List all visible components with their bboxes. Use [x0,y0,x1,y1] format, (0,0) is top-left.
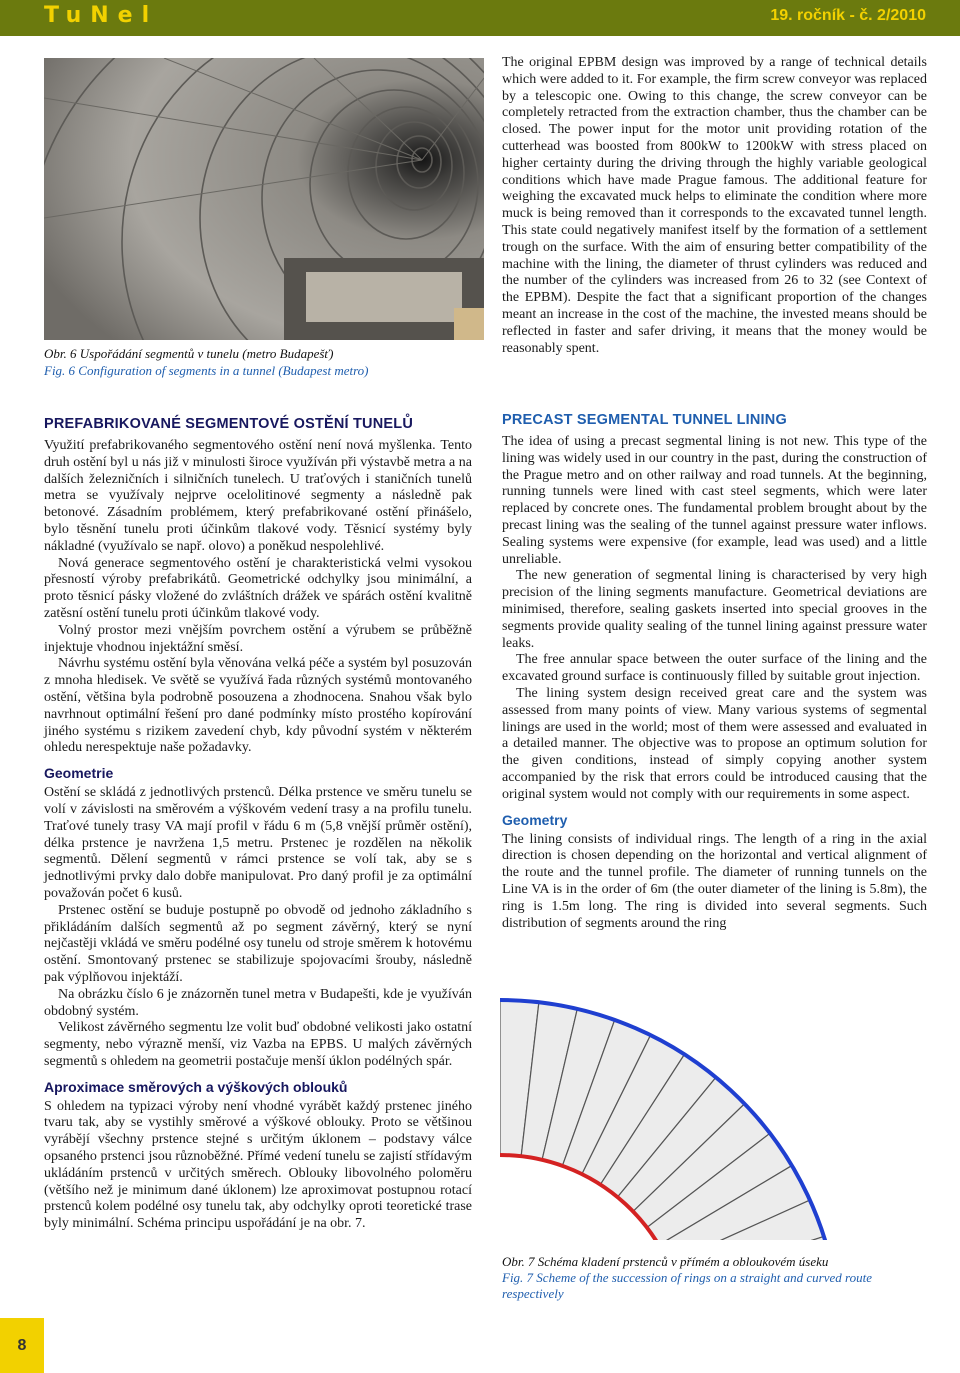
paragraph: Velikost závěrného segmentu lze volit buď obdobné velikosti jako ostatní segmenty, nebo výrazně menší, viz Vazba na EPBS. U malých závěrných segmentů s ohledem na geometrii postačuje menší úklon podélných spár. [44,1020,472,1069]
paragraph: S ohledem na typizaci výroby není vhodné vyrábět každý prstenec jiného tvaru tak, aby se vystihly směrové a výškové oblouky. Proto se většinou vyrábějí všechny prstence stejné s určitým úklonem – podstavy válce opsaného prstenci jsou různoběžné. Přímé vedení tunelu se zajistí střídavým ukládáním prstenců v určitých směrech. Oblouky libovolného poloměru (většího než je minimum dané úklonem) lze aproximovat postupnou rotací prstenců kolem podélné osy tunelu tak, aby odchylky oproti teoretické trase byly minimální. Schéma principu uspořádání je na obr. 7. [44,1098,472,1232]
header-bar [0,0,960,36]
paragraph: Prstenec ostění se buduje postupně po obvodě od jednoho základního s přikládáním dalších segmentů až po segment závěrný, který se nyní nejčastěji vkládá ve směru podélné osy tunelu od stroje směrem k hotovému ostění. Smontovaný prstenec se stabilizuje spojovacími šrouby, následně pak výplňovou injektáží. [44,902,472,985]
issue-label: 19. ročník - č. 2/2010 [770,7,926,24]
paragraph: The lining consists of individual rings. The length of a ring in the axial direction is chosen depending on the horizontal and vertical alignment of the route and the tunnel profile. The diameter of running tunnels on the Line VA is in the order of 6m (the outer diameter of the lining is 5.8m), the ring is 1.5m long. The ring is divided into several segments. Such distribution of segments around the ring [502,831,927,931]
right-column-main [502,412,927,932]
paragraph: The lining system design received great care and the system was assessed from many points of view. Many various systems of segmental linings are used in the world; most of them were assessed and evaluated in a detailed manner. The objective was to propose an optimum solution for the given conditions, instead of simply copying another system accompanied by the risk that errors could be introduced causing that the original system would not comply with our requirements in some aspect. [502,685,927,802]
heading-precast: PRECAST SEGMENTAL TUNNEL LINING [502,412,787,428]
figure-7-caption-en: Fig. 7 Scheme of the succession of rings on a straight and curved route respectively [502,1270,872,1301]
page-number: 8 [0,1318,44,1373]
tunnel-photo-illustration [44,58,484,340]
left-column [44,416,472,1233]
paragraph: Návrhu systému ostění byla věnována velká péče a systém byl posuzován z mnoha hledisek. Ve světě se využívá řada různých systémů montovaného ostění, většina byla podrobně posouzena a zhodnocena. Snahou však bylo navrhnout optimální řešení pro dané podmínky místo prostého kopírování jiného systému s rizikem zavedení chyb, kdy původní systém v některém ohledu nerespektuje naše požadavky. [44,656,472,756]
paragraph: Nová generace segmentového ostění je charakteristická velmi vysokou přesností výroby prefabrikátů. Geometrické odchylky jsou minimální, a proto těsnicí pásky vložené do zvláštních drážek ve spárách ostění kvalitně zatěsní ostění tunelu proti účinkům tlakové vody. [44,555,472,621]
paragraph: The new generation of segmental lining is characterised by very high precision of the lining segments manufacture. Geometrical deviations are minimised, therefore, sealing gaskets inserted into special grooves in the segments provide quality sealing of the tunnel lining against pressure water leaks. [502,568,927,651]
heading-prefabrikovane: PREFABRIKOVANÉ SEGMENTOVÉ OSTĚNÍ TUNELŮ [44,416,413,432]
figure-7-caption-cz: Obr. 7 Schéma kladení prstenců v přímém a obloukovém úseku [502,1254,829,1269]
paragraph: Využití prefabrikovaného segmentového ostění není nová myšlenka. Tento druh ostění byl u nás již v minulosti široce využíván při výstavbě metra a na dalších železničních i silničních tunelech. U traťových i staničních tunelů metra se využívaly nejprve ocelolitinové segmenty a následně pak betonové. Zásadním problémem, který prefabrikované ostění přinášelo, bylo těsnění tunelu proti účinkům tlakové vody. Těsnicí systémy byly nákladné (využívalo se např. olovo) a poněkud nespolehlivé. [44,438,472,554]
paragraph: Volný prostor mezi vnějším povrchem ostění a výrubem se průběžně injektuje vhodnou injektážní směsí. [44,622,472,655]
journal-logo: TuNel [44,3,159,28]
paragraph: Na obrázku číslo 6 je znázorněn tunel metra v Budapešti, kde je využíván obdobný systém. [44,986,472,1019]
heading-aproximace: Aproximace směrových a výškových oblouků [44,1078,348,1095]
figure-6-caption-cz: Obr. 6 Uspořádání segmentů v tunelu (metro Budapešť) [44,346,334,361]
figure-6-caption-en: Fig. 6 Configuration of segments in a tunnel (Budapest metro) [44,363,369,378]
paragraph: Ostění se skládá z jednotlivých prstenců. Délka prstence ve směru tunelu se volí v závislosti na směrovém a výškovém vedení trasy a na profilu tunelu. Traťové tunely trasy VA mají profil v řádu 6 m (5,8 vnější průměr ostění), délka prstence je navržena 1,5 metru. Prstenec je rozdělen na několik segmentů. Dělení segmentů v rámci prstence se volí tak, aby se s jednotlivými prvky dalo dobře manipulovat. Pro daný profil je za optimální považován počet 6 kusů. [44,785,472,901]
paragraph: The original EPBM design was improved by a range of technical details which were added to it. For example, the firm screw conveyor was replaced by a telescopic one. Owing to this change, the screw conveyor can be completely retracted from the extraction chamber, thus the chamber can be closed. The power input for the motor unit providing rotation of the cutterhead was boosted from 800kW to 1200kW with stress placed on higher certainty during the driving through the highly variable geological conditions which have made Prague famous. The additional feature for weighing the excavated muck helps to eliminate the condition where more muck is being removed than it corresponds to the excavated tunnel length. This state could negatively manifest itself by the formation of a settlement trough on the surface. With the aim of ensuring better compatibility of the machine with the lining, the diameter of thrust cylinders was reduced and the number of the cylinders was increased from 26 to 32 (see Context of the EPBM). Despite the fact that a significant proportion of the changes meant an increase in the cost of the machine, the invested means should be reflected in faster and safer driving, it means that the money would be reasonably spent. [502,55,927,356]
heading-geometrie: Geometrie [44,765,114,782]
paragraph: The idea of using a precast segmental lining is not new. This type of the lining was widely used in our country in the past, during the construction of the Prague metro and on other railway and road tunnels. At the beginning, running tunnels were lined with cast steel segments, which were later replaced by concrete ones. The fundamental problem brought about by the precast lining was the sealing of the tunnel against pressure water inflows. Sealing systems were expensive (for example, lead was used) and a little unreliable. [502,434,927,567]
figure-6-tunnel-photo [44,58,484,340]
figure-7-ring-diagram [500,970,930,1240]
right-column-top [502,55,927,357]
paragraph: The free annular space between the outer surface of the lining and the excavated ground surface is continuously filled by suitable grout injection. [502,652,927,685]
heading-geometry: Geometry [502,811,568,828]
